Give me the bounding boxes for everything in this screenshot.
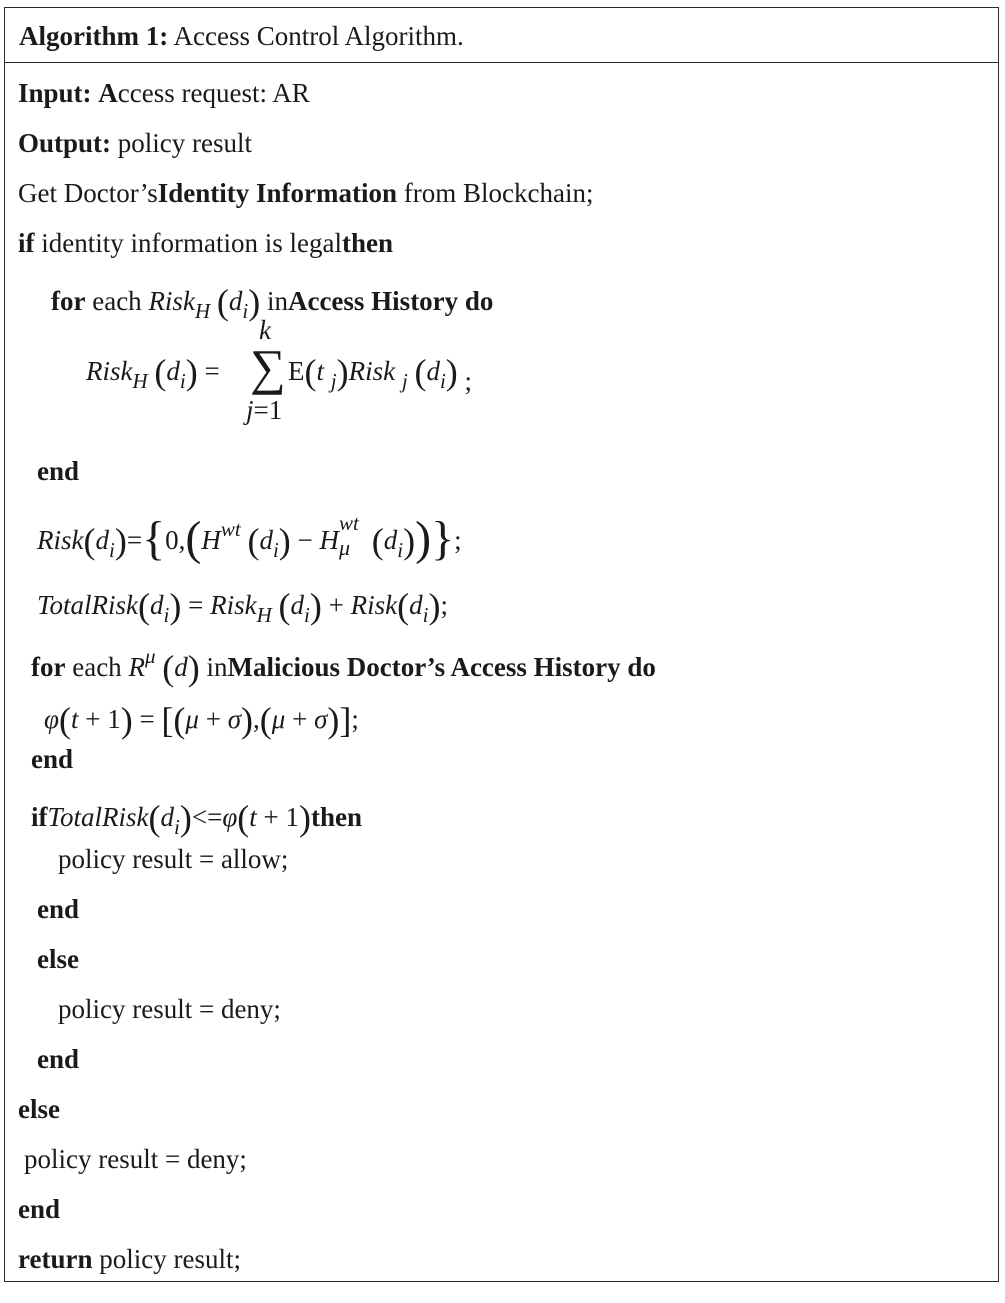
end-for-1: end bbox=[37, 456, 80, 486]
if-legal-line: if identity information is legalthen bbox=[18, 228, 393, 258]
policy-allow-line: policy result = allow; bbox=[58, 844, 289, 874]
for-malicious-line: for each $R^\mu$ (d) inMalicious Doctor’s Access History do bbox=[31, 644, 656, 688]
total-risk-equation: $TotalRisk(d_i)$ = Risk$_H$ $(d_i)$ + $Risk(d_i)$; bbox=[37, 586, 448, 627]
end-for-2: end bbox=[31, 744, 74, 774]
end-if-inner: end bbox=[37, 894, 80, 924]
end-outer: end bbox=[18, 1194, 61, 1224]
output-line: Output: policy result bbox=[18, 128, 253, 158]
get-identity-line: Get Doctor’sIdentity Information from Blockchain; bbox=[18, 178, 594, 208]
phi-equation: φ(t + 1) = [(μ + σ),(μ + σ)]; bbox=[44, 700, 359, 740]
if-total-risk-line: $ifTotalRisk(d_i)<=\varphi(t$ + 1)then bbox=[31, 798, 363, 839]
policy-deny-inner-line: policy result = deny; bbox=[58, 994, 281, 1024]
else-outer: else bbox=[18, 1094, 60, 1124]
algorithm-header bbox=[5, 8, 998, 63]
input-line: Input: Access request: AR bbox=[18, 78, 310, 108]
risk-equation: $Risk(d_i)=\{0,(H^{wt}$ $(d_i) - H$ wt μ $(d_i)$)}; bbox=[37, 511, 462, 565]
else-inner: else bbox=[37, 944, 79, 974]
policy-deny-outer-line: policy result = deny; bbox=[24, 1144, 247, 1174]
end-else-inner: end bbox=[37, 1044, 80, 1074]
for-history-line: for each Risk$_H$ $(d_i)$ inAccess History do bbox=[51, 282, 494, 323]
algorithm-title: Algorithm 1: Access Control Algorithm. bbox=[19, 21, 464, 51]
return-line: return policy result; bbox=[18, 1244, 241, 1274]
